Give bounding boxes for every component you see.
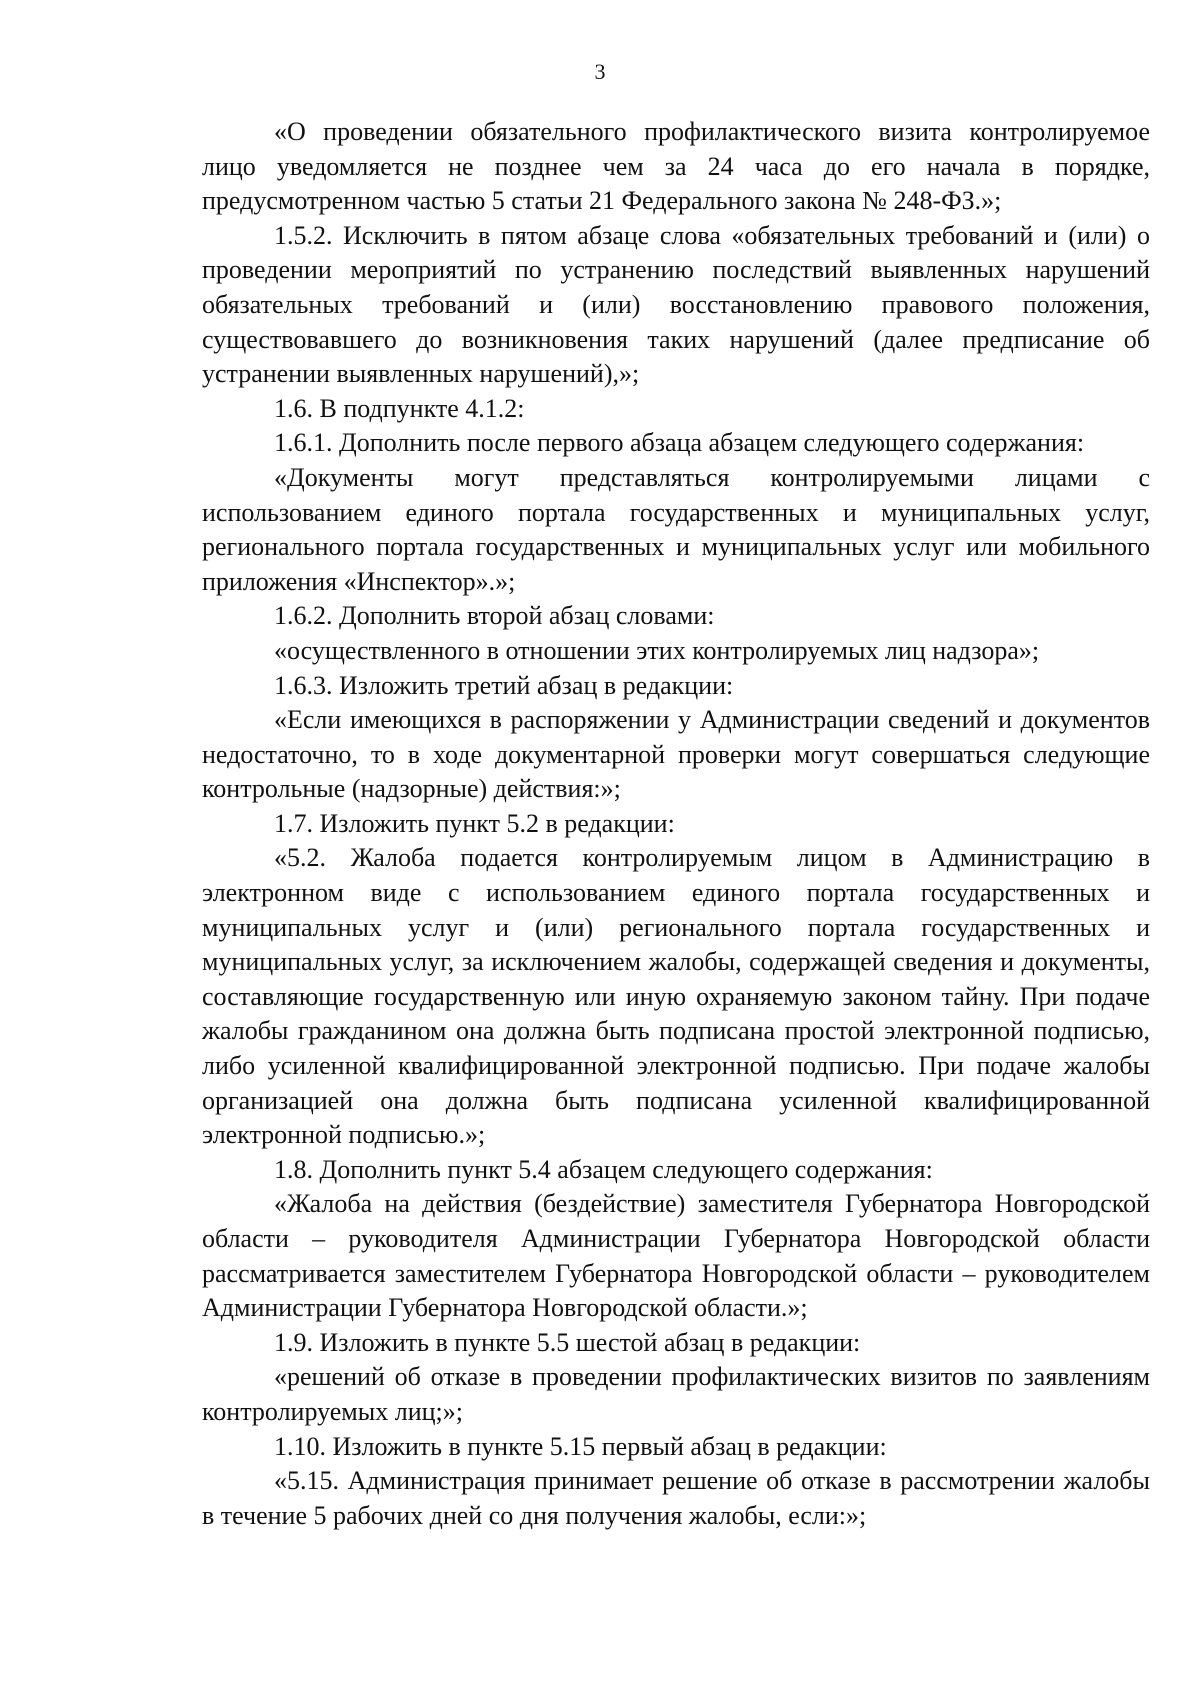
paragraph: 1.5.2. Исключить в пятом абзаце слова «обязательных требований и (или) о проведении мероприятий по устранению последствий выявленных нарушений обязательных требований и (или) восстановлению правового положения, существовавшего до возникновения таких нарушений (далее предписание об устранении выявленных нарушений),»; — [202, 220, 1150, 389]
paragraph: 1.7. Изложить пункт 5.2 в редакции: — [274, 808, 675, 838]
paragraph: 1.6.3. Изложить третий абзац в редакции: — [274, 670, 734, 700]
page-number: 3 — [594, 59, 606, 84]
paragraph: «Документы могут представляться контролируемыми лицами с использованием единого портала государственных и муниципальных услуг, регионального портала государственных и муниципальных услуг или мобильного приложения «Инспектор».»; — [202, 462, 1150, 596]
document-body — [202, 115, 1150, 1533]
paragraph: «О проведении обязательного профилактического визита контролируемое лицо уведомляется не позднее чем за 24 часа до его начала в порядке, предусмотренном частью 5 статьи 21 Федерального закона № 248-ФЗ.»; — [202, 117, 1150, 216]
paragraph: 1.6.2. Дополнить второй абзац словами: — [274, 601, 715, 631]
paragraph: «5.15. Администрация принимает решение об отказе в рассмотрении жалобы в течение 5 рабочих дней со дня получения жалобы, если:»; — [202, 1466, 1150, 1530]
paragraph: 1.10. Изложить в пункте 5.15 первый абзац в редакции: — [274, 1431, 887, 1461]
paragraph: 1.6. В подпункте 4.1.2: — [274, 393, 525, 423]
paragraph: «5.2. Жалоба подается контролируемым лицом в Администрацию в электронном виде с использованием единого портала государственных и муниципальных услуг и (или) регионального портала государственных и муниципальных услуг, за исключением жалобы, содержащей сведения и документы, составляющие государственную или иную охраняемую законом тайну. При подаче жалобы гражданином она должна быть подписана простой электронной подписью, либо усиленной квалифицированной электронной подписью. При подаче жалобы организацией она должна быть подписана усиленной квалифицированной электронной подписью.»; — [202, 843, 1150, 1150]
paragraph: «Жалоба на действия (бездействие) заместителя Губернатора Новгородской области – руководителя Администрации Губернатора Новгородской области рассматривается заместителем Губернатора Новгородской области – руководителем Администрации Губернатора Новгородской области.»; — [202, 1189, 1150, 1323]
paragraph: 1.9. Изложить в пункте 5.5 шестой абзац в редакции: — [274, 1327, 861, 1357]
paragraph: «решений об отказе в проведении профилактических визитов по заявлениям контролируемых лиц;»; — [202, 1362, 1150, 1426]
paragraph: 1.6.1. Дополнить после первого абзаца абзацем следующего содержания: — [274, 428, 1085, 458]
paragraph: 1.8. Дополнить пункт 5.4 абзацем следующего содержания: — [274, 1154, 933, 1184]
paragraph: «осуществленного в отношении этих контролируемых лиц надзора»; — [274, 635, 1040, 665]
paragraph: «Если имеющихся в распоряжении у Администрации сведений и документов недостаточно, то в ходе документарной проверки могут совершаться следующие контрольные (надзорные) действия:»; — [202, 705, 1150, 804]
